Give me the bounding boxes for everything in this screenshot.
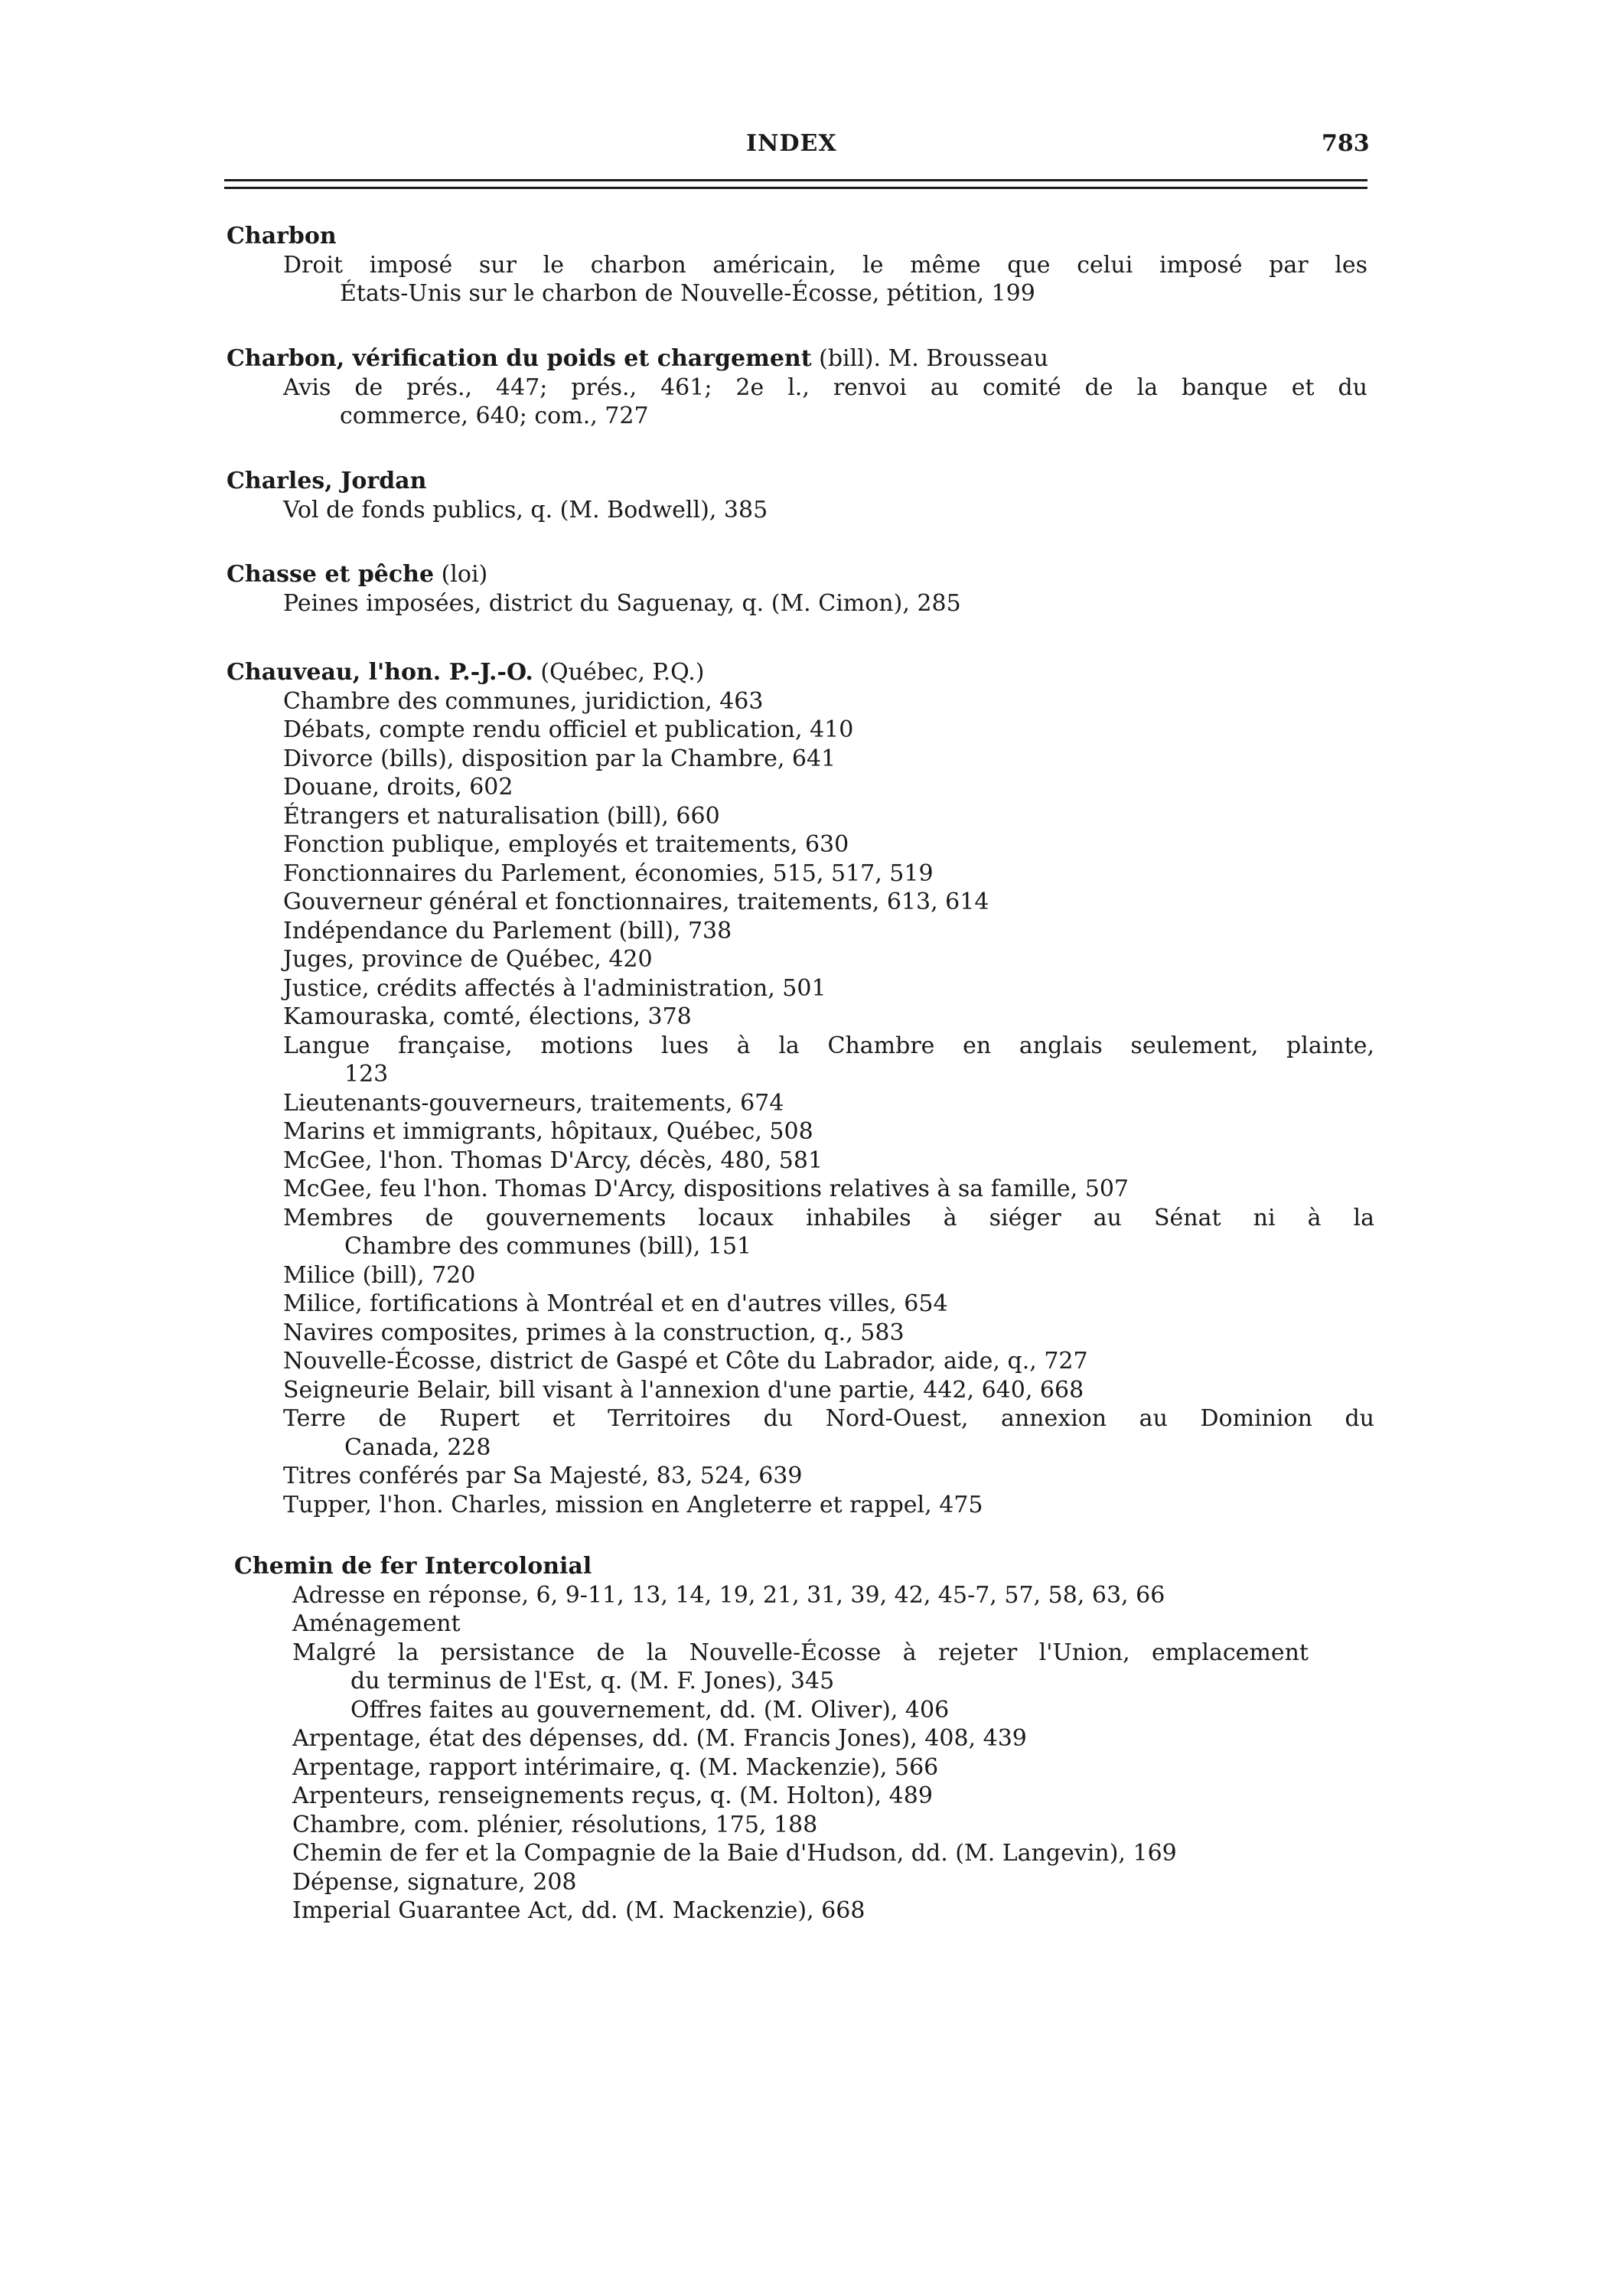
entry-heading-note: (bill). M. Brousseau [811,345,1048,372]
entry-heading-note: (Québec, P.Q.) [533,659,705,686]
entry-subline: Chambre, com. plénier, résolutions, 175, 188 [292,1811,818,1838]
entry-subline: Divorce (bills), disposition par la Chambre, 641 [283,745,836,772]
entry-heading [234,1552,592,1581]
entry-subline: Canada, 228 [344,1433,491,1461]
entry-subline: McGee, feu l'hon. Thomas D'Arcy, dispositions relatives à sa famille, 507 [283,1176,1129,1202]
entry-subline: Chambre des communes (bill), 151 [344,1233,752,1260]
entry-subline: Tupper, l'hon. Charles, mission en Angleterre et rappel, 475 [283,1491,983,1518]
entry-heading-text: Charles, Jordan [227,468,427,494]
entry-subline: Justice, crédits affectés à l'administration, 501 [283,974,826,1002]
entry-heading-text: Chauveau, l'hon. P.-J.-O. [227,659,533,686]
page-header-title: INDEX [746,130,837,157]
entry-subline: Étrangers et naturalisation (bill), 660 [283,802,720,830]
entry-subline: du terminus de l'Est, q. (M. F. Jones), 345 [350,1668,835,1694]
entry-subline: Navires composites, primes à la construction, q., 583 [283,1319,905,1346]
header-rule-bottom [224,187,1367,189]
entry-subline: Indépendance du Parlement (bill), 738 [283,917,732,944]
entry-subline: Chemin de fer et la Compagnie de la Baie d'Hudson, dd. (M. Langevin), 169 [292,1840,1177,1867]
entry-subline: Kamouraska, comté, élections, 378 [283,1003,692,1030]
entry-heading-text: Charbon, vérification du poids et chargement [227,345,812,372]
entry-subline: Vol de fonds publics, q. (M. Bodwell), 385 [283,496,768,523]
entry-subline: Langue française, motions lues à la Chambre en anglais seulement, plainte, [283,1032,1374,1059]
entry-subline: Nouvelle-Écosse, district de Gaspé et Côte du Labrador, aide, q., 727 [283,1348,1088,1375]
entry-subline: Dépense, signature, 208 [292,1868,577,1896]
entry-heading-text: Chemin de fer Intercolonial [234,1553,592,1580]
entry-subline: Arpentage, état des dépenses, dd. (M. Francis Jones), 408, 439 [292,1725,1027,1752]
entry-heading [227,344,1048,373]
entry-subline: 123 [344,1061,389,1088]
entry-subline: Terre de Rupert et Territoires du Nord-Ouest, annexion au Dominion du [283,1405,1374,1432]
entry-subline: Imperial Guarantee Act, dd. (M. Mackenzie), 668 [292,1897,865,1924]
entry-subline: Fonctionnaires du Parlement, économies, 515, 517, 519 [283,859,934,887]
entry-subline: Membres de gouvernements locaux inhabiles à siéger au Sénat ni à la [283,1204,1374,1231]
entry-subline: Aménagement [292,1610,461,1637]
entry-subline: Malgré la persistance de la Nouvelle-Écosse à rejeter l'Union, emplacement [292,1639,1309,1666]
entry-subline: Peines imposées, district du Saguenay, q. (M. Cimon), 285 [283,589,961,617]
entry-subline: Chambre des communes, juridiction, 463 [283,687,764,715]
entry-subline: Gouverneur général et fonctionnaires, traitements, 613, 614 [283,889,989,915]
entry-heading-note: (loi) [434,561,488,588]
entry-subline: Milice (bill), 720 [283,1261,476,1289]
entry-subline: Offres faites au gouvernement, dd. (M. Oliver), 406 [350,1696,950,1724]
entry-subline: Avis de prés., 447; prés., 461; 2e l., renvoi au comité de la banque et du [283,373,1367,401]
entry-heading [227,560,487,589]
entry-subline: Milice, fortifications à Montréal et en d'autres villes, 654 [283,1290,948,1317]
entry-subline: Marins et immigrants, hôpitaux, Québec, 508 [283,1118,813,1145]
entry-subline: États-Unis sur le charbon de Nouvelle-Écosse, pétition, 199 [340,280,1035,307]
entry-subline: McGee, l'hon. Thomas D'Arcy, décès, 480, 581 [283,1146,823,1174]
entry-subline: Seigneurie Belair, bill visant à l'annexion d'une partie, 442, 640, 668 [283,1376,1084,1404]
entry-heading [227,222,337,251]
entry-heading-text: Chasse et pêche [227,561,435,588]
entry-subline: Adresse en réponse, 6, 9-11, 13, 14, 19, 21, 31, 39, 42, 45-7, 57, 58, 63, 66 [292,1581,1165,1609]
entry-subline: Juges, province de Québec, 420 [283,946,653,973]
header-rule-top [224,179,1367,181]
entry-subline: Arpentage, rapport intérimaire, q. (M. Mackenzie), 566 [292,1753,939,1781]
entry-heading [227,658,705,687]
entry-subline: commerce, 640; com., 727 [340,403,649,429]
entry-subline: Débats, compte rendu officiel et publication, 410 [283,716,854,743]
entry-heading-text: Charbon [227,223,337,249]
entry-subline: Droit imposé sur le charbon américain, le même que celui imposé par les [283,251,1367,279]
entry-heading [227,467,426,496]
entry-subline: Arpenteurs, renseignements reçus, q. (M. Holton), 489 [292,1782,933,1809]
entry-subline: Douane, droits, 602 [283,774,513,801]
entry-subline: Titres conférés par Sa Majesté, 83, 524, 639 [283,1463,803,1489]
entry-subline: Fonction publique, employés et traitements, 630 [283,831,849,858]
entry-subline: Lieutenants-gouverneurs, traitements, 674 [283,1089,784,1117]
page-number: 783 [1322,130,1370,157]
